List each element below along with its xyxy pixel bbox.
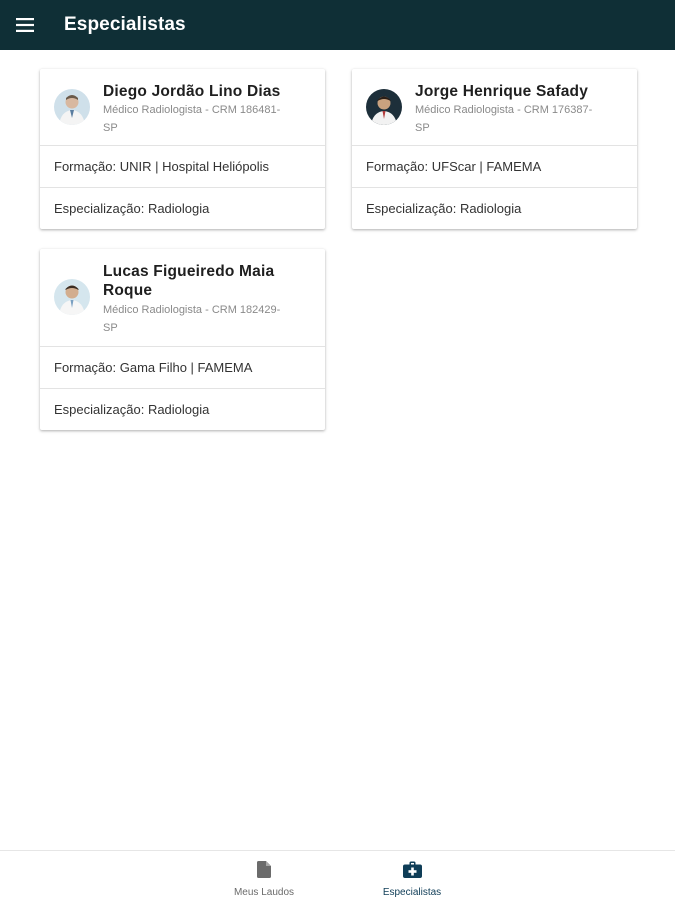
specialist-especializacao: Especialização: Radiologia — [40, 187, 325, 229]
specialist-especializacao: Especialização: Radiologia — [40, 388, 325, 430]
document-icon — [257, 861, 271, 883]
nav-label-especialistas: Especialistas — [382, 887, 442, 898]
app-bar — [0, 0, 675, 50]
nav-label-meus-laudos: Meus Laudos — [233, 887, 295, 898]
avatar — [54, 279, 90, 315]
specialist-role: Médico Radiologista - CRM 176387- — [415, 104, 593, 116]
specialist-card[interactable] — [40, 249, 325, 430]
specialist-card[interactable] — [40, 69, 325, 229]
avatar — [54, 89, 90, 125]
nav-item-meus-laudos[interactable] — [209, 851, 319, 901]
card-header — [352, 69, 637, 145]
specialist-name-line2: Roque — [103, 282, 153, 299]
hamburger-menu-icon — [16, 18, 34, 32]
specialist-name: Diego Jordão Lino Dias — [103, 83, 281, 100]
specialist-formacao: Formação: Gama Filho | FAMEMA — [40, 346, 325, 388]
nav-item-especialistas[interactable] — [357, 851, 467, 901]
specialist-role: Médico Radiologista - CRM 182429- — [103, 304, 281, 316]
menu-button[interactable] — [0, 0, 50, 50]
card-header — [40, 249, 325, 346]
specialist-role-state: SP — [415, 122, 430, 134]
specialist-formacao: Formação: UNIR | Hospital Heliópolis — [40, 145, 325, 187]
specialist-role: Médico Radiologista - CRM 186481- — [103, 104, 281, 116]
specialist-card[interactable] — [352, 69, 637, 229]
specialist-name-line1: Lucas Figueiredo Maia — [103, 263, 275, 280]
card-header — [40, 69, 325, 145]
specialist-role-state: SP — [103, 122, 118, 134]
specialist-formacao: Formação: UFScar | FAMEMA — [352, 145, 637, 187]
specialist-name: Jorge Henrique Safady — [415, 83, 589, 100]
specialists-list — [0, 50, 675, 850]
medical-kit-icon — [403, 861, 422, 883]
avatar — [366, 89, 402, 125]
bottom-navigation — [0, 850, 675, 900]
page-title: Especialistas — [64, 14, 186, 35]
specialist-role-state: SP — [103, 322, 118, 334]
specialist-especializacao: Especialização: Radiologia — [352, 187, 637, 229]
